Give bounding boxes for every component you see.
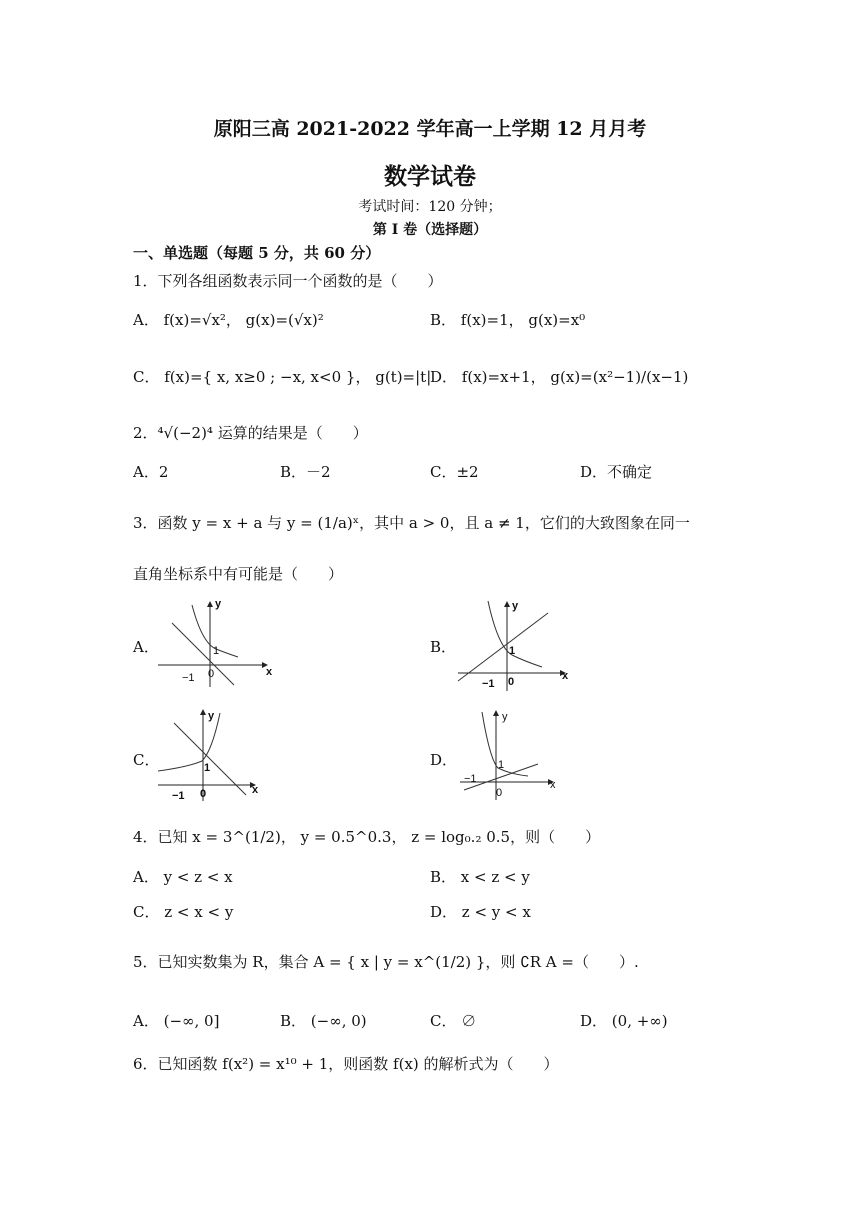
question-4-option-b: B． x < z < y [430,868,530,886]
question-5-stem: 5．已知实数集为 R，集合 A = { x | y = x^(1/2) }，则 ∁R A =（ ）. [133,953,639,971]
y-axis-arrow [207,601,213,607]
y-axis-label: y [502,711,508,723]
question-2-option-d: D．不确定 [580,463,653,481]
x-axis-label: x [266,666,273,678]
question-3-stem-line2: 直角坐标系中有可能是（ ） [133,565,344,583]
question-4-stem: 4．已知 x = 3^(1/2)， y = 0.5^0.3， z = log₀.₂ 0.5，则（ ） [133,828,601,846]
question-3-stem-line1: 3．函数 y = x + a 与 y = (1/a)ˣ，其中 a > 0，且 a ≠ 1，它们的大致图象在同一 [133,514,690,532]
section-heading: 一、单选题（每题 5 分，共 60 分） [133,244,381,262]
question-5-option-c: C． ∅ [430,1012,477,1030]
exam-part: 第 I 卷（选择题） [372,222,488,238]
graph-option-a [150,595,280,690]
question-1-option-d: D． f(x)=x+1， g(x)=(x²−1)/(x−1) [430,368,689,386]
origin-label: 0 [208,668,215,680]
origin-label: 0 [508,676,515,688]
y-axis-label: y [512,600,519,612]
question-2-option-c: C．±2 [430,463,479,481]
question-4-option-d: D． z < y < x [430,903,531,921]
x-axis-label: x [252,784,259,796]
exam-title: 原阳三高 2021-2022 学年高一上学期 12 月月考 [213,118,647,140]
question-1-option-a: A． f(x)=√x²， g(x)=(√x)² [133,311,324,329]
tick-label-one: 1 [204,762,211,774]
question-1-option-b: B． f(x)=1， g(x)=x⁰ [430,311,586,329]
question-5-option-d: D． (0, +∞) [580,1012,668,1030]
tick-label-neg-one: −1 [182,672,195,684]
question-1-stem: 1．下列各组函数表示同一个函数的是（ ） [133,272,443,290]
y-axis-arrow [493,710,499,716]
question-3-option-b-label: B． [430,638,457,656]
question-2-option-a: A．2 [133,463,169,481]
graph-option-c [152,705,282,803]
y-axis-arrow [504,601,510,607]
origin-label: 0 [200,788,207,800]
question-4-option-a: A． y < z < x [133,868,233,886]
x-axis-label: x [550,779,556,791]
tick-label-neg-one: −1 [482,678,495,690]
graph-option-b [452,597,582,692]
question-5-option-b: B． (−∞, 0) [280,1012,367,1030]
question-4-option-c: C． z < x < y [133,903,234,921]
origin-label: 0 [496,787,503,799]
tick-label-neg-one: −1 [464,773,477,785]
tick-label-one: 1 [498,759,505,771]
y-axis-label: y [208,710,215,722]
question-5-option-a: A． (−∞, 0] [133,1012,220,1030]
tick-label-one: 1 [509,645,516,657]
exam-subtitle: 数学试卷 [384,163,476,190]
line-y-x-a [174,723,246,795]
tick-label-one: 1 [213,645,220,657]
question-2-option-b: B．－2 [280,463,331,481]
question-3-option-a-label: A． [133,638,159,656]
question-6-stem: 6．已知函数 f(x²) = x¹⁰ + 1，则函数 f(x) 的解析式为（ ） [133,1055,559,1073]
question-1-option-c: C． f(x)={ x, x≥0 ; −x, x<0 }， g(t)=|t| [133,368,432,386]
x-axis-label: x [562,670,569,682]
exam-time: 考试时间：120 分钟； [358,199,502,215]
graph-option-d [452,706,562,804]
question-2-stem: 2．⁴√(−2)⁴ 运算的结果是（ ） [133,424,368,442]
y-axis-arrow [200,709,206,715]
tick-label-neg-one: −1 [172,790,185,802]
question-3-option-d-label: D． [430,751,458,769]
line-y-x-a [458,613,548,681]
y-axis-label: y [215,598,222,610]
question-3-option-c-label: C． [133,751,160,769]
